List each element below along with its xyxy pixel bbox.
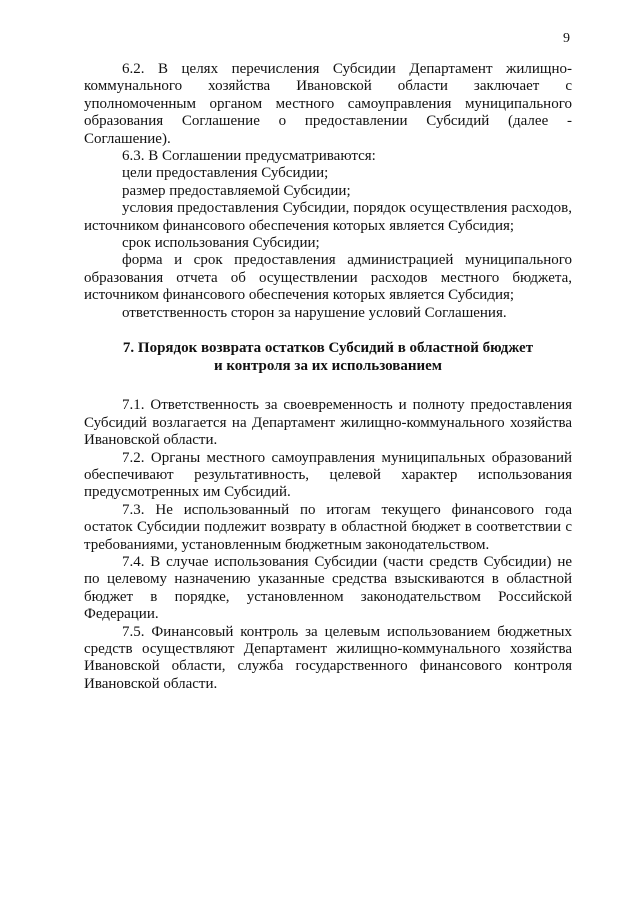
section-7-heading <box>84 340 572 375</box>
list-item-goals: цели предоставления Субсидии; <box>122 165 329 182</box>
section-7-heading-line-2: и контроля за их использованием <box>213 357 443 374</box>
list-item-responsibility: ответственность сторон за нарушение условий Соглашения. <box>122 304 507 321</box>
paragraph-7-5: 7.5. Финансовый контроль за целевым использованием бюджетных средств осуществляют Департамент жилищно-коммунального хозяйства Ивановской области, служба государственного финансового контроля Ивановской области. <box>84 623 572 692</box>
paragraph-6-2: 6.2. В целях перечисления Субсидии Департамент жилищно-коммунального хозяйства Ивановской области заключает с уполномоченным органом местного самоуправления муниципального образования Соглашение о предоставлении Субсидий (далее - Соглашение). <box>84 61 572 147</box>
list-item-report: форма и срок предоставления администрацией муниципального образования отчета об осуществлении расходов местного бюджета, источником финансового обеспечения которых является Субсидия; <box>84 252 572 304</box>
page-number: 9 <box>563 31 570 46</box>
paragraph-7-3: 7.3. Не использованный по итогам текущего финансового года остаток Субсидии подлежит возврату в областной бюджет в соответствии с требованиями, установленным бюджетным законодательством. <box>84 501 572 553</box>
section-7-heading-line-1: 7. Порядок возврата остатков Субсидий в областной бюджет <box>122 340 534 357</box>
document-body <box>84 61 572 693</box>
paragraph-7-2: 7.2. Органы местного самоуправления муниципальных образований обеспечивают результативность, целевой характер использования предусмотренных им Субсидий. <box>84 449 572 501</box>
list-item-term: срок использования Субсидии; <box>122 235 320 252</box>
list-item-amount: размер предоставляемой Субсидии; <box>122 182 351 199</box>
paragraph-6-3: 6.3. В Соглашении предусматриваются: <box>122 148 376 165</box>
paragraph-7-1: 7.1. Ответственность за своевременность и полноту предоставления Субсидий возлагается на Департамент жилищно-коммунального хозяйства Ивановской области. <box>84 397 572 449</box>
list-item-conditions: условия предоставления Субсидии, порядок осуществления расходов, источником финансового обеспечения которых является Субсидия; <box>84 200 572 234</box>
paragraph-7-4: 7.4. В случае использования Субсидии (части средств Субсидии) не по целевому назначению указанные средства взыскиваются в областной бюджет в порядке, установленном законодательством Российской Федерации. <box>84 553 572 623</box>
